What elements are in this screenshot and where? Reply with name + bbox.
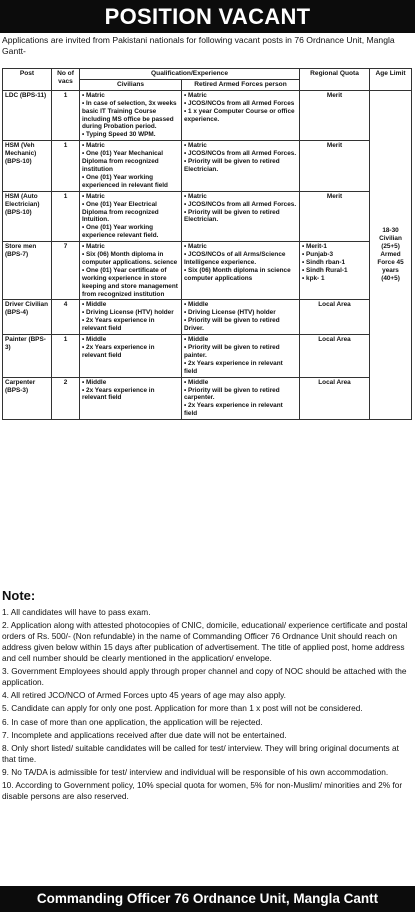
- table-row: [3, 300, 412, 335]
- list-item: • 2x Years experience in relevant field: [82, 387, 179, 403]
- intro-text: Applications are invited from Pakistani nationals for following vacant posts in 76 Ordnance Unit, Mangla Gantt-: [2, 35, 395, 56]
- list-item: • 2x Years experience in relevant field: [82, 317, 179, 333]
- table-row: [3, 242, 412, 300]
- list-item: • Matric: [184, 142, 297, 150]
- list-item: • kpk- 1: [302, 275, 367, 283]
- civilians-cell: [80, 242, 182, 300]
- list-item: • Matric: [82, 92, 179, 100]
- retired-cell: [182, 141, 300, 191]
- list-item: • JCOS/NCOs of all Arms/Science Intelligence experience.: [184, 251, 297, 267]
- list-item: • 2x Years experience in relevant field: [82, 344, 179, 360]
- retired-cell: [182, 242, 300, 300]
- list-item: • 2x Years experience in relevant field: [184, 360, 297, 376]
- note-item: 1. All candidates will have to pass exam.: [2, 607, 151, 617]
- header-retired: Retired Armed Forces person: [182, 79, 300, 90]
- quota-cell: Local Area: [300, 377, 370, 420]
- list-item: • Matric: [82, 243, 179, 251]
- list-item: • Matric: [184, 92, 297, 100]
- list-item: • Driving License (HTV) holder: [82, 309, 179, 317]
- list-item: • One (01) Year Electrical Diploma from recognized Intuition.: [82, 201, 179, 225]
- list-item: • Middle: [82, 379, 179, 387]
- post-cell: Driver Civilian (BPS-4): [3, 300, 52, 335]
- post-cell: Carpenter (BPS-3): [3, 377, 52, 420]
- civilians-cell: [80, 191, 182, 241]
- note-item: 2. Application along with attested photocopies of CNIC, domicile, educational/ experience certificate and postal orders of Rs. 500/- (Non refundable) in the name of Commanding Officer 76 Ordnance Unit should reach on address given below within 15 days after publication of advertisement. The title of applied post, home address and cell number should be clearly mentioned in the application/ envelope.: [2, 620, 408, 663]
- civilians-cell: [80, 335, 182, 378]
- list-item: • Priority will be given to retired Electrician.: [184, 158, 297, 174]
- list-item: • Priority will be given to retired Driver.: [184, 317, 297, 333]
- list-item: • Merit-1: [302, 243, 367, 251]
- list-item: • 1 x year Computer Course or office experience.: [184, 108, 297, 124]
- list-item: • Middle: [184, 301, 297, 309]
- list-item: • Middle: [82, 301, 179, 309]
- notes-heading: Note:: [2, 588, 36, 603]
- vacs-cell: 7: [52, 242, 80, 300]
- list-item: • One (01) Year Mechanical Diploma from recognized institution: [82, 150, 179, 174]
- list-item: • JCOS/NCOs from all Armed Forces.: [184, 150, 297, 158]
- list-item: • Matric: [82, 193, 179, 201]
- header-quota: Regional Quota: [300, 69, 370, 91]
- civilians-cell: [80, 141, 182, 191]
- table-row: [3, 335, 412, 378]
- list-item: • Six (06) Month diploma in computer applications. science: [82, 251, 179, 267]
- civilians-cell: [80, 377, 182, 420]
- note-item: 4. All retired JCO/NCO of Armed Forces upto 45 years of age may also apply.: [2, 690, 286, 701]
- list-item: • Priority will be given to retired Electrician.: [184, 209, 297, 225]
- note-item: 8. Only short listed/ suitable candidates will be called for test/ interview. They will bring original documents at that time.: [2, 743, 399, 764]
- note-item: 3. Government Employees should apply through proper channel and copy of NOC should be attached with the application.: [2, 666, 407, 688]
- list-item: • Driving License (HTV) holder: [184, 309, 297, 317]
- list-item: • One (01) Year certificate of working experience in store keeping and store management from recognized institution: [82, 267, 179, 299]
- note-item: 5. Candidate can apply for only one post. Application for more than 1 x post will not be considered.: [2, 703, 363, 714]
- header-vacs: No of vacs: [52, 69, 80, 91]
- list-item: • JCOS/NCOs from all Armed Forces.: [184, 201, 297, 209]
- header-age: Age Limit: [370, 69, 412, 91]
- note-item: 10. According to Government policy, 10% special quota for women, 5% for non-Muslim/ minorities and 2% for disable persons are also reserved.: [2, 780, 403, 802]
- quota-cell: Local Area: [300, 335, 370, 378]
- civilians-cell: [80, 300, 182, 335]
- note-item: 6. In case of more than one application, the application will be rejected.: [2, 716, 263, 727]
- vacs-cell: 1: [52, 191, 80, 241]
- post-cell: HSM (Veh Mechanic) (BPS-10): [3, 141, 52, 191]
- quota-cell: Merit: [300, 90, 370, 140]
- header-civilians: Civilians: [80, 79, 182, 90]
- list-item: • Priority will be given to retired painter.: [184, 344, 297, 360]
- quota-cell: [300, 242, 370, 300]
- quota-cell: Local Area: [300, 300, 370, 335]
- civilians-cell: [80, 90, 182, 140]
- list-item: • Punjab-3: [302, 251, 367, 259]
- list-item: • JCOS/NCOs from all Armed Forces: [184, 100, 297, 108]
- list-item: • Matric: [82, 142, 179, 150]
- retired-cell: [182, 191, 300, 241]
- retired-cell: [182, 377, 300, 420]
- table-row: [3, 191, 412, 241]
- list-item: • Middle: [184, 336, 297, 344]
- age-limit-cell: 18-30 Civilian (25+5) Armed Force 45 years (40+5): [370, 90, 412, 419]
- list-item: • In case of selection, 3x weeks basic IT Training Course including MS office be passed during Probation period.: [82, 100, 179, 132]
- retired-cell: [182, 300, 300, 335]
- vacs-cell: 1: [52, 141, 80, 191]
- post-cell: LDC (BPS-11): [3, 90, 52, 140]
- vacancy-table: [2, 68, 412, 420]
- table-row: [3, 377, 412, 420]
- vacs-cell: 2: [52, 377, 80, 420]
- header-qualification: Qualification/Experience: [80, 69, 300, 80]
- table-row: [3, 141, 412, 191]
- retired-cell: [182, 90, 300, 140]
- list-item: • Middle: [184, 379, 297, 387]
- list-item: • 2x Years experience in relevant field: [184, 402, 297, 418]
- list-item: • Matric: [184, 243, 297, 251]
- list-item: • Middle: [82, 336, 179, 344]
- footer-address: Commanding Officer 76 Ordnance Unit, Mangla Cantt: [0, 886, 415, 912]
- vacs-cell: 1: [52, 335, 80, 378]
- list-item: • Six (06) Month diploma in science computer applications: [184, 267, 297, 283]
- note-item: 9. No TA/DA is admissible for test/ interview and individual will be responsible of his own accommodation.: [2, 767, 389, 778]
- list-item: • One (01) Year working experienced in relevant field: [82, 174, 179, 190]
- list-item: • Sindh Rural-1: [302, 267, 367, 275]
- table-row: [3, 90, 412, 140]
- list-item: • Priority will be given to retired carpenter.: [184, 387, 297, 403]
- list-item: • Typing Speed 30 WPM.: [82, 131, 179, 139]
- retired-cell: [182, 335, 300, 378]
- page-title: POSITION VACANT: [0, 0, 415, 33]
- list-item: • Sindh rban-1: [302, 259, 367, 267]
- notes-list: [2, 607, 410, 804]
- note-item: 7. Incomplete and applications received after due date will not be entertained.: [2, 729, 287, 740]
- post-cell: Store men (BPS-7): [3, 242, 52, 300]
- list-item: • One (01) Year working experience relevant field.: [82, 224, 179, 240]
- quota-cell: Merit: [300, 141, 370, 191]
- quota-cell: Merit: [300, 191, 370, 241]
- vacs-cell: 1: [52, 90, 80, 140]
- post-cell: HSM (Auto Electrician) (BPS-10): [3, 191, 52, 241]
- vacs-cell: 4: [52, 300, 80, 335]
- post-cell: Painter (BPS-3): [3, 335, 52, 378]
- list-item: • Matric: [184, 193, 297, 201]
- header-post: Post: [3, 69, 52, 91]
